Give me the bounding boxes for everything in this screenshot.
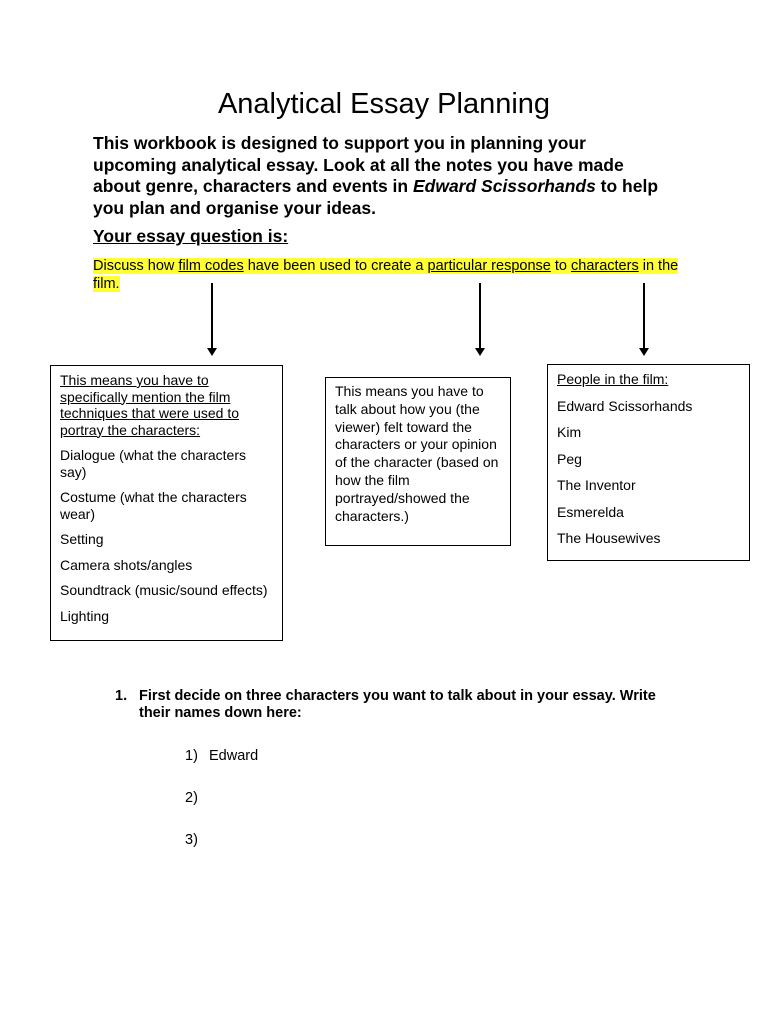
intro-text-start: This workbook is designed to support you in planning your upcoming analytical essay. Look at all the notes you have made about genre, characters and events in [93, 133, 624, 196]
list-item: Esmerelda [557, 503, 624, 520]
essay-prompt [93, 257, 693, 293]
list-item: The Inventor [557, 477, 636, 493]
list-item: Setting [60, 531, 104, 547]
film-title: Edward Scissorhands [412, 176, 596, 196]
list-item: Kim [557, 424, 582, 440]
list-item: Edward Scissorhands [557, 397, 693, 414]
prompt-part-1: Discuss how [93, 258, 179, 274]
answer-number: 2) [185, 790, 198, 806]
essay-question-label: Your essay question is: [93, 226, 289, 246]
viewer-response-text: This means you have to talk about how you (the viewer) felt toward the characters or your opinion of the character (based on how the film portrayed/showed the characters.) [335, 383, 499, 524]
arrow-to-film-techniques [211, 283, 213, 350]
prompt-part-2: have been used to create a [243, 258, 428, 274]
intro-paragraph [93, 133, 673, 219]
step-number: 1. [115, 688, 128, 704]
prompt-term-particular-response: particular response [427, 258, 551, 274]
answer-line-1[interactable] [185, 747, 258, 765]
viewer-response-box [325, 377, 511, 546]
page-title: Analytical Essay Planning [217, 88, 551, 120]
list-item: The Housewives [557, 530, 661, 546]
answer-number: 1) [185, 748, 198, 764]
list-item: Costume (what the characters wear) [60, 489, 247, 522]
list-item: Peg [557, 450, 582, 467]
intro-text-end: to help you plan and organise your ideas. [93, 176, 659, 218]
people-in-film-heading: People in the film: [557, 371, 669, 387]
prompt-part-3: to [550, 258, 571, 274]
film-techniques-heading: This means you have to specifically mention the film techniques that were used to portray the characters: [60, 372, 240, 438]
list-item: Dialogue (what the characters say) [60, 447, 246, 480]
answer-line-3[interactable] [185, 831, 209, 849]
step-text: First decide on three characters you want to talk about in your essay. Write their names down here: [139, 688, 656, 721]
answer-line-2[interactable] [185, 789, 209, 807]
prompt-term-film-codes: film codes [178, 258, 244, 274]
list-item: Soundtrack (music/sound effects) [60, 582, 268, 598]
answer-number: 3) [185, 832, 198, 848]
film-techniques-box [50, 365, 283, 641]
step-1-instruction [115, 688, 675, 722]
list-item: Camera shots/angles [60, 556, 193, 573]
people-in-film-box [547, 364, 750, 561]
prompt-part-4: in the film. [93, 258, 679, 292]
prompt-term-characters: characters [571, 258, 639, 274]
answer-value[interactable]: Edward [209, 748, 259, 764]
list-item: Lighting [60, 607, 110, 624]
arrow-to-people-in-film [643, 283, 645, 350]
arrow-to-viewer-response [479, 283, 481, 350]
